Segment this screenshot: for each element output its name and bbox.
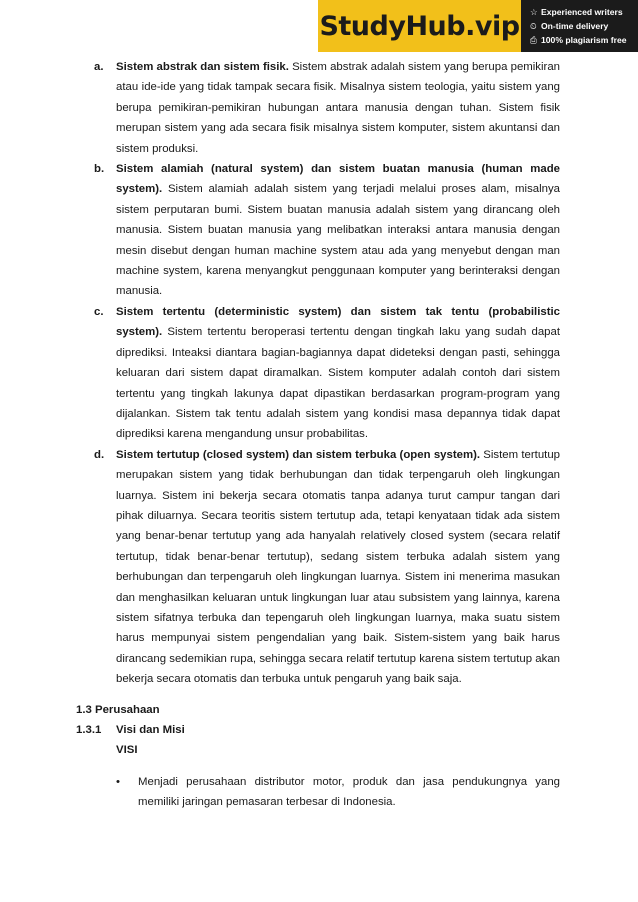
studyhub-banner[interactable] — [318, 0, 638, 52]
item-body: Sistem tertentu beroperasi tertentu dengan tingkah laku yang sudah dapat diprediksi. Inteaksi diantara bagian-bagiannya dapat dideteksi dengan pasti, sehingga keluaran dari sistem dapat diramalkan. Sistem komputer adalah contoh dari sistem tertentu yang tingkah lakunya dapat dipastikan berdasarkan program-program yang dijalankan. Sistem tak tentu adalah sistem yang kondisi masa depannya tidak dapat diprediksi karena mengandung unsur probabilitas. — [116, 326, 560, 441]
list-item — [76, 57, 560, 159]
document-content — [76, 57, 560, 813]
feature-plagiarism-free — [530, 34, 627, 46]
subsection-heading — [76, 720, 560, 740]
section-heading: 1.3 Perusahaan — [76, 703, 160, 716]
item-body: Sistem tertutup merupakan sistem yang tidak berhubungan dan tidak terpengaruh oleh lingkungan luarnya. Sistem ini bekerja secara otomatis tanpa adanya turut campur tangan dari pihak diluarnya. Secara teoritis sistem tertutup ada, tetapi kenyataan tidak ada sistem yang benar-benar tertutup yang ada hanyalah relatively closed system (secara relatif tertutup, tidak benar-benar tertutup), sedang sistem terbuka adalah sistem yang berhubungan dan terpengaruh oleh lingkungan luarnya. Sistem ini menerima masukan dan menghasilkan keluaran untuk lingkungan luar atau subsistem yang lainnya, karena sistem sifatnya terbuka dan tepengaruh oleh lingkungan luarnya, maka suatu sistem harus mempunyai sistem pengendalian yang baik. Sistem-sistem yang baik harus dirancang sedemikian rupa, sehingga secara relatif tertutup karena sistem tertutup akan bekerja secara otomatis dan terbuka untuk pengaruh yang baik saja. — [116, 448, 560, 686]
item-title: Sistem alamiah (natural system) dan sistem buatan manusia (human made system). — [116, 163, 560, 196]
item-title: Sistem tertutup (closed system) dan sistem terbuka (open system). — [116, 448, 481, 461]
item-title: Sistem abstrak dan sistem fisik. — [116, 61, 289, 73]
feature-label: Experienced writers — [541, 7, 623, 17]
list-item — [76, 302, 560, 445]
subsection-number: 1.3.1 — [76, 724, 102, 736]
clock-icon: ⏲ — [530, 21, 537, 31]
feature-label: 100% plagiarism free — [541, 35, 627, 45]
item-title: Sistem tertentu (deterministic system) dan sistem tak tentu (probabilistic system). — [116, 305, 560, 339]
list-marker: d. — [94, 448, 105, 461]
bullet-text: Menjadi perusahaan distributor motor, produk dan jasa pendukungnya yang memiliki jaringan pemasaran terbesar di Indonesia. — [138, 775, 560, 809]
bullet-icon: • — [116, 775, 120, 788]
list-item — [76, 445, 560, 690]
feature-on-time-delivery — [530, 20, 627, 32]
star-icon: ☆ — [530, 7, 538, 17]
list-item — [76, 159, 560, 302]
feature-list — [521, 6, 627, 46]
item-body: Sistem alamiah adalah sistem yang terjadi melalui proses alam, misalnya sistem perputaran bumi. Sistem buatan manusia adalah sistem yang dirancang oleh manusia. Sistem buatan manusia yang melibatkan interaksi antara manusia dengan mesin disebut dengan human machine system atau ada yang menyebut dengan man machine system, karena menyangkut penggunaan komputer yang berinteraksi dengan manusia. — [116, 183, 560, 298]
studyhub-logo[interactable]: StudyHub.vip — [318, 0, 521, 52]
visi-label: VISI — [116, 744, 138, 757]
subsection-title: Visi dan Misi — [116, 724, 185, 736]
item-body: Sistem abstrak adalah sistem yang berupa pemikiran atau ide-ide yang tidak tampak secara fisik. Misalnya sistem teologia, yaitu sistem yang berupa pemikiran-pemikiran hubungan antara manusia dengan tuhan. Sistem fisik merupan sistem yang ada secara fisik misalnya sistem komputer, sistem akuntansi dan sistem produksi. — [116, 61, 560, 155]
visi-bullet — [76, 772, 560, 813]
document-icon: ⎙ — [530, 35, 537, 45]
list-marker: a. — [94, 61, 104, 73]
list-marker: c. — [94, 305, 104, 318]
feature-label: On-time delivery — [541, 21, 609, 31]
feature-experienced-writers — [530, 6, 627, 18]
list-marker: b. — [94, 163, 105, 176]
